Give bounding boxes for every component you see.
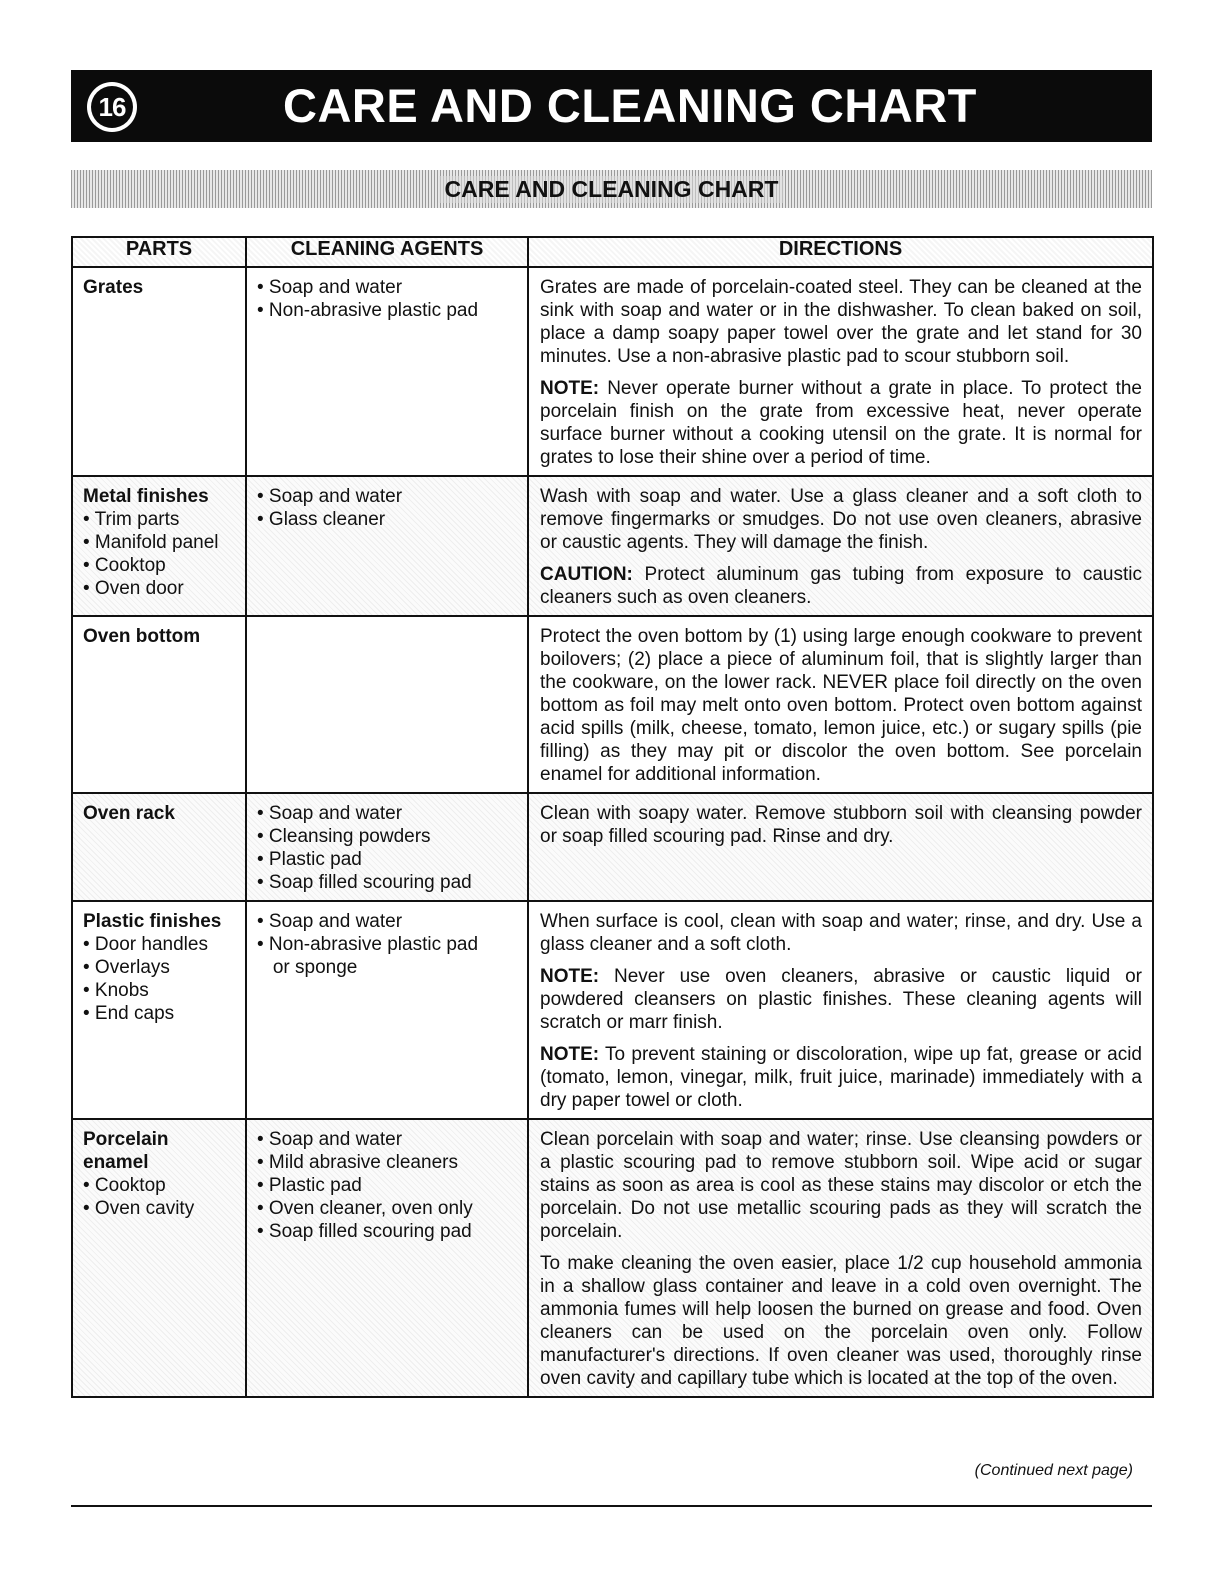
note-label: NOTE: <box>540 966 600 987</box>
table-body <box>72 267 1153 1397</box>
part-item: • Cooktop <box>83 1175 166 1196</box>
section-number: 16 <box>91 86 133 128</box>
column-header-cleaning-agents: CLEANING AGENTS <box>246 237 528 267</box>
directions-text: Clean porcelain with soap and water; rinse. Use cleansing powders or a plastic scouring pad to remove stubborn soil. Wipe acid or sugar stains as soon as area is cool as these stains may discolor or etch the porcelain. Do not use metallic scouring pads as they will scratch the porcelain. <box>540 1129 1142 1242</box>
part-name: Metal finishes <box>83 486 209 507</box>
directions-text: To prevent staining or discoloration, wipe up fat, grease or acid (tomato, lemon, vinegar, milk, fruit juice, marinade) immediately with a dry paper towel or cloth. <box>540 1044 1142 1111</box>
agent-item: or sponge <box>257 957 358 978</box>
part-item: • Oven door <box>83 578 184 599</box>
directions-paragraph <box>540 377 1142 469</box>
part-item-list <box>83 1174 235 1220</box>
part-item: • End caps <box>83 1003 175 1024</box>
agent-list <box>257 910 517 979</box>
chart-subheader-title: CARE AND CLEANING CHART <box>439 176 785 203</box>
table-row <box>72 901 1153 1119</box>
agent-item: • Soap and water <box>257 911 403 932</box>
agent-item: • Soap and water <box>257 1129 403 1150</box>
directions-paragraph <box>540 276 1142 368</box>
agent-item: • Glass cleaner <box>257 509 386 530</box>
part-name: Grates <box>83 277 144 298</box>
note-label: NOTE: <box>540 1044 600 1065</box>
directions-cell <box>528 267 1153 476</box>
part-name: Porcelain enamel <box>83 1129 169 1173</box>
cleaning-agents-cell <box>246 616 528 793</box>
part-item: • Trim parts <box>83 509 180 530</box>
part-cell <box>72 476 246 616</box>
agent-item: • Non-abrasive plastic pad <box>257 300 479 321</box>
section-number-badge <box>87 82 137 132</box>
note-label: NOTE: <box>540 378 600 399</box>
directions-text: Clean with soapy water. Remove stubborn soil with cleansing powder or soap filled scouring pad. Rinse and dry. <box>540 803 1142 847</box>
page-title: CARE AND CLEANING CHART <box>283 79 977 132</box>
part-name: Oven rack <box>83 803 175 824</box>
part-cell <box>72 793 246 901</box>
cleaning-agents-cell <box>246 793 528 901</box>
agent-item: • Soap and water <box>257 277 403 298</box>
cleaning-agents-cell <box>246 476 528 616</box>
directions-paragraph <box>540 910 1142 956</box>
agent-item: • Non-abrasive plastic pad <box>257 934 479 955</box>
cleaning-agents-cell <box>246 267 528 476</box>
part-cell <box>72 901 246 1119</box>
agent-item: • Soap filled scouring pad <box>257 1221 472 1242</box>
agent-list <box>257 802 517 894</box>
directions-text: Never operate burner without a grate in place. To protect the porcelain finish on the grate from excessive heat, never operate surface burner without a cooking utensil on the grate. It is normal for grates to lose their shine over a period of time. <box>540 378 1142 468</box>
part-name: Oven bottom <box>83 626 201 647</box>
directions-cell <box>528 476 1153 616</box>
directions-cell <box>528 901 1153 1119</box>
part-item-list <box>83 933 235 1025</box>
part-item: • Knobs <box>83 980 149 1001</box>
part-item: • Door handles <box>83 934 208 955</box>
agent-item: • Oven cleaner, oven only <box>257 1198 473 1219</box>
agent-item: • Plastic pad <box>257 1175 362 1196</box>
directions-cell <box>528 1119 1153 1397</box>
agent-item: • Mild abrasive cleaners <box>257 1152 458 1173</box>
agent-list <box>257 485 517 531</box>
agent-item: • Soap and water <box>257 486 403 507</box>
directions-text: Protect aluminum gas tubing from exposure to caustic cleaners such as oven cleaners. <box>540 564 1142 608</box>
part-item: • Overlays <box>83 957 170 978</box>
directions-text: Wash with soap and water. Use a glass cleaner and a soft cloth to remove fingermarks or smudges. Do not use oven cleaners, abrasive or caustic agents. They will damage the finish. <box>540 486 1142 553</box>
chart-subheader <box>71 170 1152 208</box>
table-row <box>72 616 1153 793</box>
page-header <box>71 70 1152 142</box>
part-cell <box>72 267 246 476</box>
care-cleaning-table <box>71 236 1154 1398</box>
directions-cell <box>528 616 1153 793</box>
directions-paragraph <box>540 1043 1142 1112</box>
part-item: • Manifold panel <box>83 532 219 553</box>
directions-text: To make cleaning the oven easier, place 1/2 cup household ammonia in a shallow glass container and leave in a cold oven overnight. The ammonia fumes will help loosen the burned on grease and food. Oven cleaners can be used on the porcelain oven only. Follow manufacturer's directions. If oven cleaner was used, thoroughly rinse oven cavity and capillary tube which is located at the top of the oven. <box>540 1253 1142 1389</box>
part-item-list <box>83 508 235 600</box>
directions-text: Never use oven cleaners, abrasive or caustic liquid or powdered cleansers on plastic finishes. These cleaning agents will scratch or marr finish. <box>540 966 1142 1033</box>
part-item: • Cooktop <box>83 555 166 576</box>
part-cell <box>72 1119 246 1397</box>
directions-paragraph <box>540 1252 1142 1390</box>
directions-text: Grates are made of porcelain-coated steel. They can be cleaned at the sink with soap and water or in the dishwasher. To clean baked on soil, place a damp soapy paper towel over the grate and let stand for 30 minutes. Use a non-abrasive plastic pad to scour stubborn soil. <box>540 277 1142 367</box>
footer-rule <box>71 1505 1152 1507</box>
agent-item: • Soap and water <box>257 803 403 824</box>
note-label: CAUTION: <box>540 564 633 585</box>
directions-paragraph <box>540 563 1142 609</box>
cleaning-agents-cell <box>246 1119 528 1397</box>
directions-paragraph <box>540 1128 1142 1243</box>
directions-text: When surface is cool, clean with soap and water; rinse, and dry. Use a glass cleaner and a soft cloth. <box>540 911 1142 955</box>
continued-note: (Continued next page) <box>974 1462 1133 1479</box>
agent-list <box>257 276 517 322</box>
part-name: Plastic finishes <box>83 911 222 932</box>
cleaning-agents-cell <box>246 901 528 1119</box>
agent-item: • Soap filled scouring pad <box>257 872 472 893</box>
directions-paragraph <box>540 802 1142 848</box>
directions-cell <box>528 793 1153 901</box>
agent-item: • Plastic pad <box>257 849 362 870</box>
column-header-directions: DIRECTIONS <box>528 237 1153 267</box>
agent-list <box>257 1128 517 1243</box>
part-item: • Oven cavity <box>83 1198 195 1219</box>
table-row <box>72 793 1153 901</box>
agent-item: • Cleansing powders <box>257 826 431 847</box>
table-row <box>72 476 1153 616</box>
directions-text: Protect the oven bottom by (1) using large enough cookware to prevent boilovers; (2) place a piece of aluminum foil, that is slightly larger than the cookware, on the lower rack. NEVER place foil directly on the oven bottom as foil may melt onto oven bottom. Protect oven bottom against acid spills (milk, cheese, tomato, lemon juice, etc.) or sugary spills (pie filling) as they may pit or discolor the oven bottom. See porcelain enamel for additional information. <box>540 626 1142 785</box>
directions-paragraph <box>540 965 1142 1034</box>
table-row <box>72 267 1153 476</box>
part-cell <box>72 616 246 793</box>
directions-paragraph <box>540 485 1142 554</box>
directions-paragraph <box>540 625 1142 786</box>
column-header-parts: PARTS <box>72 237 246 267</box>
table-row <box>72 1119 1153 1397</box>
table-header-row <box>72 237 1153 267</box>
